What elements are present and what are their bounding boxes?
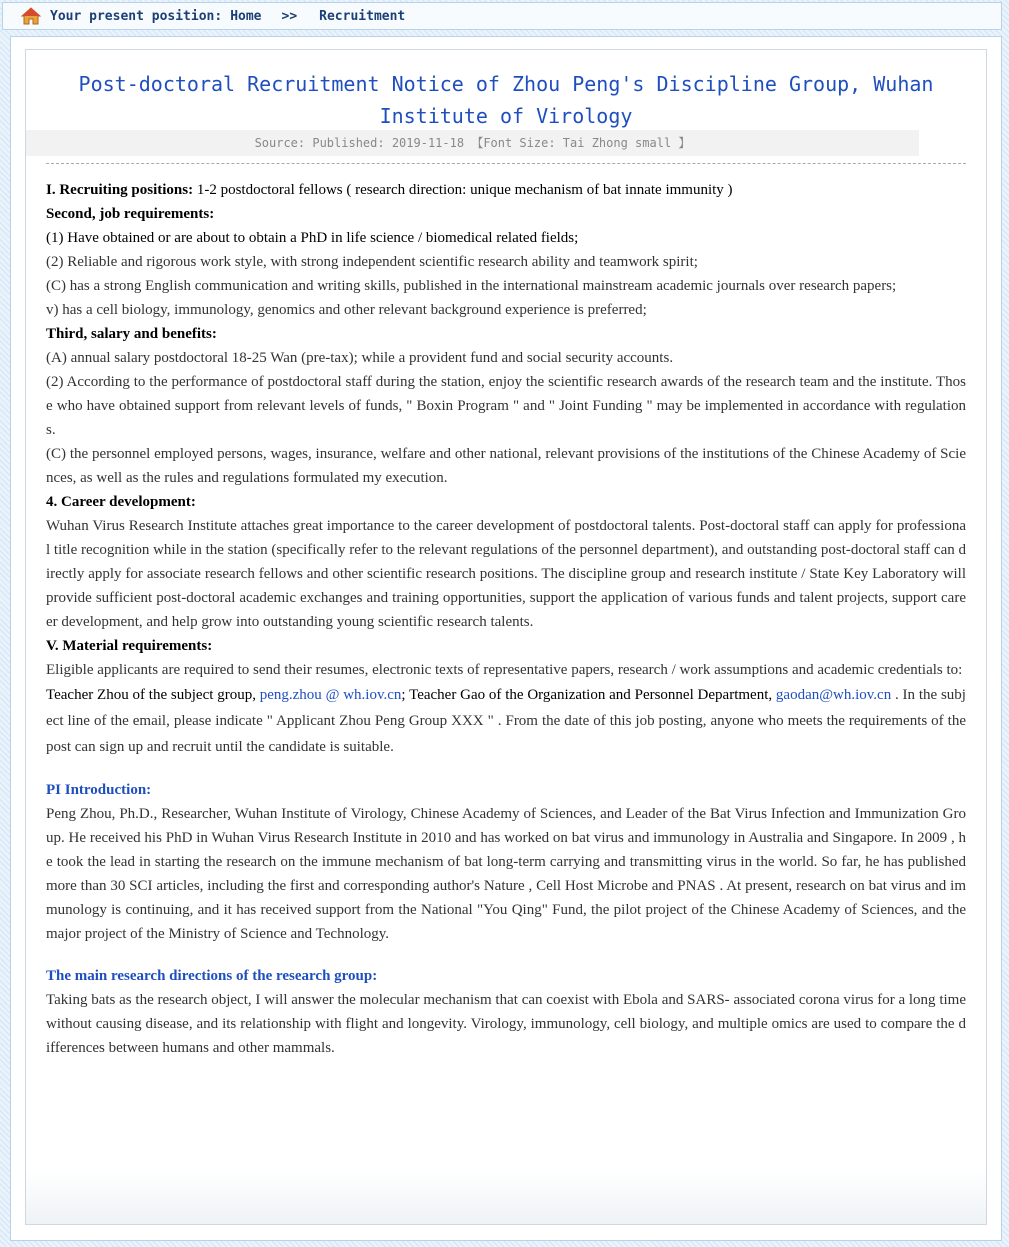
positions-paragraph (46, 178, 966, 202)
font-size-options[interactable]: Tai Zhong small (562, 136, 672, 150)
breadcrumb (2, 2, 1002, 30)
requirement-item: (1) Have obtained or are about to obtain a PhD in life science / biomedical related fields; (46, 230, 579, 246)
requirement-item: v) has a cell biology, immunology, genomics and other relevant background experience is preferred; (46, 302, 647, 318)
article-panel (25, 49, 987, 1225)
requirement-item: (2) Reliable and rigorous work style, with strong independent scientific research ability and teamwork spirit; (46, 254, 698, 270)
career-text: Wuhan Virus Research Institute attaches great importance to the career development of postdoctoral talents. Post-doctoral staff can apply for professional title recognition while in the station (specifically refer to the relevant regulations of the personnel department), and outstanding post-doctoral staff can directly apply for associate research fellows and other scientific research positions. The discipline group and research institute / State Key Laboratory will provide sufficient post-doctoral academic exchanges and training opportunities, support the application of various funds and talent projects, support career development, and help grow into outstanding young scientific research talents. (46, 518, 966, 630)
spacer (46, 760, 966, 778)
salary-item: (A) annual salary postdoctoral 18-25 Wan (pre-tax); while a provident fund and social security accounts. (46, 350, 674, 366)
font-size-close: 】 (678, 136, 691, 150)
article-body (46, 178, 966, 1060)
spacer (46, 946, 966, 964)
positions-heading: I. Recruiting positions: (46, 182, 194, 198)
font-size-label: 【Font Size: (471, 136, 556, 150)
home-icon[interactable] (21, 7, 41, 25)
pi-intro-text: Peng Zhou, Ph.D., Researcher, Wuhan Institute of Virology, Chinese Academy of Sciences, and Leader of the Bat Virus Infection and Immunization Group. He received his PhD in Wuhan Virus Research Institute in 2010 and has worked on bat virus and immunology in Australia and Singapore. In 2009 , he took the lead in starting the research on the immune mechanism of bat long-term carrying and transmitting virus in the world. So far, he has published more than 30 SCI articles, including the first and corresponding author's Nature , Cell Host Microbe and PNAS . At present, research on bat virus and immunology is continuing, and it has received support from the National "You Qing" Fund, the pilot project of the Chinese Academy of Sciences, and the major project of the Ministry of Science and Technology. (46, 806, 966, 942)
materials-text: Eligible applicants are required to send their resumes, electronic texts of representative papers, research / work assumptions and academic credentials to: (46, 662, 963, 678)
breadcrumb-label: Your present position: (50, 8, 223, 24)
article-title: Post-doctoral Recruitment Notice of Zhou Peng's Discipline Group, Wuhan Institute of Virology (78, 72, 934, 128)
content-panel (10, 36, 1002, 1241)
salary-item: (2) According to the performance of postdoctoral staff during the station, enjoy the scientific research awards of the research team and the institute. Those who have obtained support from relevant levels of funds, " Boxin Program " and " Joint Funding " may be implemented in accordance with regulations. (46, 374, 966, 438)
breadcrumb-current-link[interactable]: Recruitment (319, 8, 406, 24)
materials-heading: V. Material requirements: (46, 638, 213, 654)
career-heading: 4. Career development: (46, 494, 196, 510)
source-published: Source: Published: 2019-11-18 (254, 136, 465, 150)
contact-suffix: . In the subject line of the email, please indicate " Applicant Zhou Peng Group XXX " . From the date of this job posting, anyone who meets the requirements of the post can sign up and recruit until the candidate is suitable. (46, 687, 966, 755)
contact-paragraph (46, 682, 966, 760)
email-link-gao[interactable]: gaodan@wh.iov.cn (775, 687, 892, 703)
pi-intro-heading: PI Introduction: (46, 782, 152, 798)
breadcrumb-home-link[interactable]: Home (230, 8, 262, 24)
divider (46, 163, 966, 164)
contact-prefix: Teacher Zhou of the subject group, (46, 687, 260, 703)
research-directions-heading: The main research directions of the research group: (46, 968, 378, 984)
research-directions-text: Taking bats as the research object, I will answer the molecular mechanism that can coexist with Ebola and SARS- associated corona virus for a long time without causing disease, and its relationship with flight and longevity. Virology, immunology, cell biology, and multiple omics are used to compare the differences between humans and other mammals. (46, 992, 966, 1056)
positions-text: 1-2 postdoctoral fellows ( research direction: unique mechanism of bat innate immunity ) (193, 182, 733, 198)
salary-heading: Third, salary and benefits: (46, 326, 217, 342)
requirements-heading: Second, job requirements: (46, 206, 215, 222)
breadcrumb-separator: >> (281, 8, 298, 24)
email-link-zhou[interactable]: peng.zhou @ wh.iov.cn (259, 687, 402, 703)
article-meta (26, 130, 919, 156)
salary-item: (C) the personnel employed persons, wages, insurance, welfare and other national, relevant provisions of the institutions of the Chinese Academy of Sciences, as well as the rules and regulations formulated my execution. (46, 446, 966, 486)
contact-middle: ; Teacher Gao of the Organization and Personnel Department, (401, 687, 776, 703)
requirement-item: (C) has a strong English communication and writing skills, published in the international mainstream academic journals over research papers; (46, 278, 897, 294)
